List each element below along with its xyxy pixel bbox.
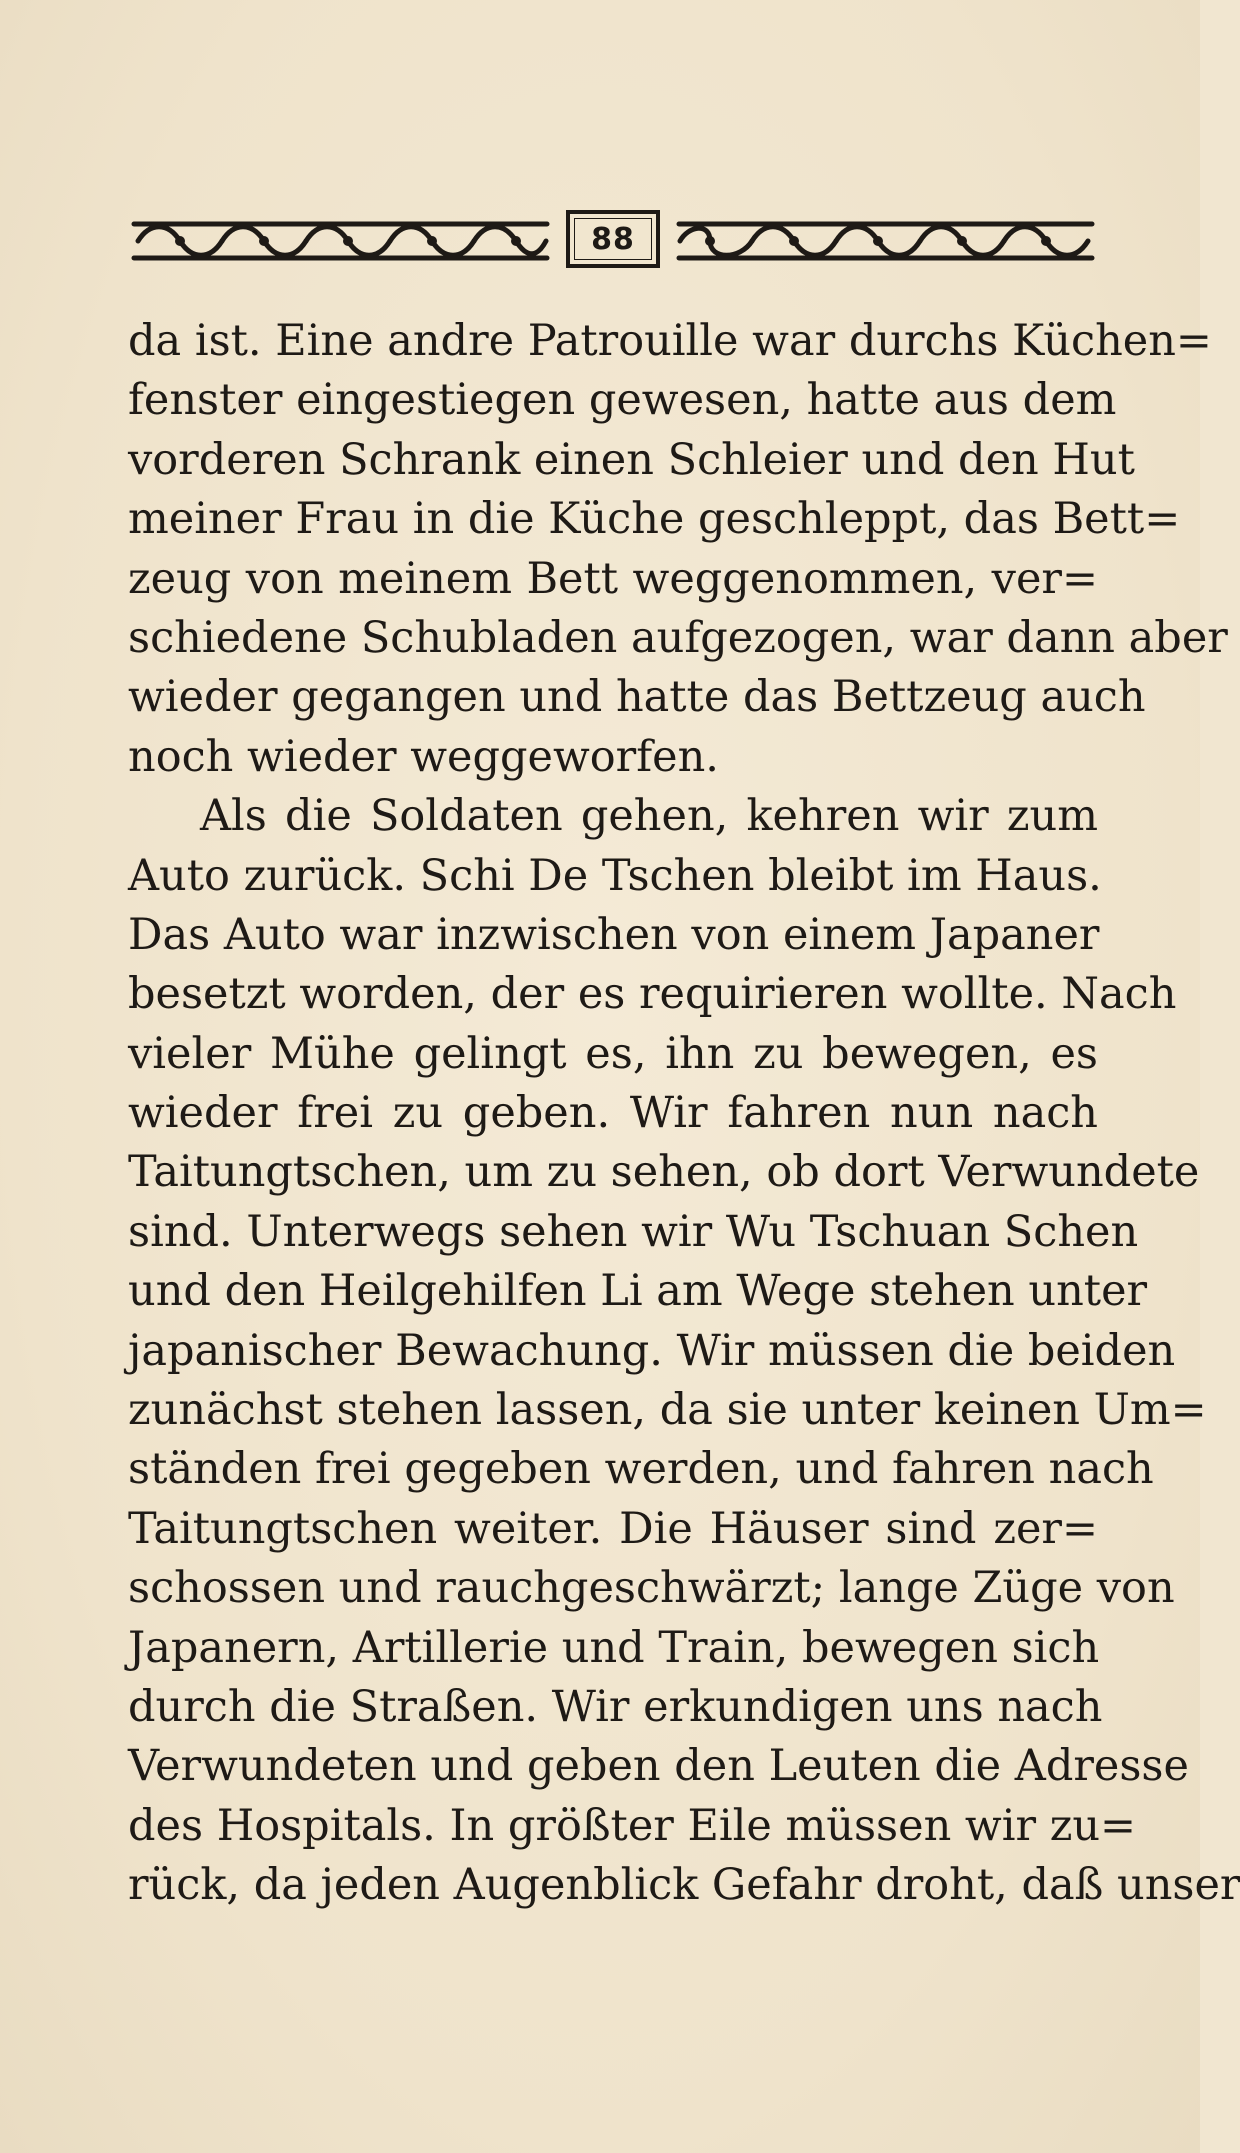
text-line: Auto zurück. Schi De Tschen bleibt im Haus. [128,850,1102,901]
ornamental-border-left-icon [128,214,553,268]
text-line: meiner Frau in die Küche geschleppt, das Bett= [128,494,1181,545]
page-number-frame [566,210,660,268]
text-line: besetzt worden, der es requirieren wollte. Nach [128,969,1177,1020]
text-line: sind. Unterwegs sehen wir Wu Tschuan Schen [128,1206,1139,1257]
body-text [128,312,1240,1916]
text-line: fenster eingestiegen gewesen, hatte aus dem [128,375,1117,426]
text-line: wieder frei zu geben. Wir fahren nun nach [128,1088,1098,1139]
text-line: und den Heilgehilfen Li am Wege stehen unter [128,1266,1148,1317]
text-line: noch wieder weggeworfen. [128,731,719,782]
text-line: schiedene Schubladen aufgezogen, war dann aber [128,612,1228,663]
text-line: Das Auto war inzwischen von einem Japaner [128,909,1100,960]
text-line: zeug von meinem Bett weggenommen, ver= [128,553,1098,604]
text-line: zunächst stehen lassen, da sie unter keinen Um= [128,1385,1207,1436]
text-line: Japanern, Artillerie und Train, bewegen sich [128,1622,1100,1673]
text-line: des Hospitals. In größter Eile müssen wir zu= [128,1800,1137,1851]
text-line: vorderen Schrank einen Schleier und den Hut [128,434,1135,485]
text-line: rück, da jeden Augenblick Gefahr droht, daß unser [128,1860,1240,1911]
ornamental-border-right-icon [673,214,1098,268]
text-line: Als die Soldaten gehen, kehren wir zum [200,791,1098,842]
page-number: 88 [591,221,635,257]
text-line: ständen frei gegeben werden, und fahren nach [128,1444,1154,1495]
text-line: vieler Mühe gelingt es, ihn zu bewegen, es [128,1028,1098,1079]
page-header [128,210,1098,272]
text-line: durch die Straßen. Wir erkundigen uns nach [128,1681,1103,1732]
text-line: Taitungtschen, um zu sehen, ob dort Verwundete [128,1147,1200,1198]
text-line: da ist. Eine andre Patrouille war durchs Küchen= [128,316,1212,366]
text-line: schossen und rauchgeschwärzt; lange Züge von [128,1563,1175,1614]
text-line: wieder gegangen und hatte das Bettzeug auch [128,672,1146,723]
text-line: japanischer Bewachung. Wir müssen die beiden [128,1325,1176,1376]
text-line: Verwundeten und geben den Leuten die Adresse [128,1741,1189,1792]
text-line: Taitungtschen weiter. Die Häuser sind zer= [128,1503,1098,1554]
